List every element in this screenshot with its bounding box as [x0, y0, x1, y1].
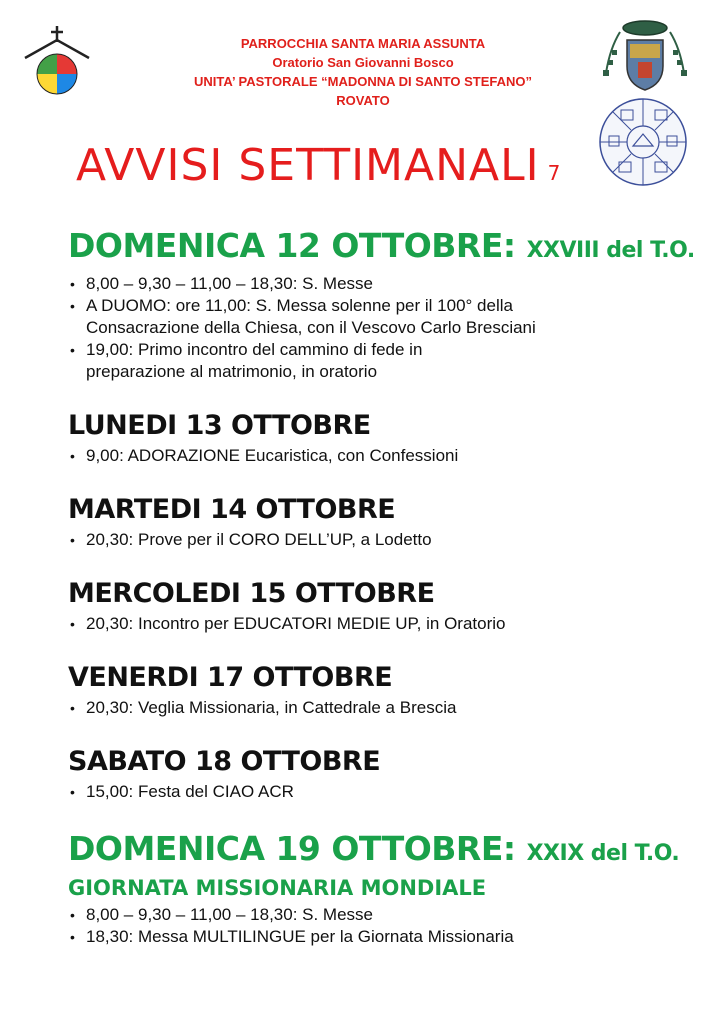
event-item: • 9,00: ADORAZIONE Eucaristica, con Confessioni [68, 445, 708, 467]
day-subtitle: GIORNATA MISSIONARIA MONDIALE [68, 876, 487, 900]
day-title [68, 226, 708, 271]
day-title: MERCOLEDI 15 OTTOBRE [68, 578, 435, 609]
event-item: • 18,30: Messa MULTILINGUE per la Giornata Missionaria [68, 926, 708, 948]
church-puzzle-logo-icon [22, 24, 92, 104]
liturgical-week: XXIX del T.O. [526, 841, 680, 866]
event-item: • A DUOMO: ore 11,00: S. Messa solenne per il 100° della Consacrazione della Chiesa, con il Vescovo Carlo Bresciani [68, 295, 626, 339]
page-title-text: AVVISI SETTIMANALI [76, 140, 540, 191]
weekly-schedule [68, 226, 708, 948]
pastoral-unit-seal-icon [597, 96, 689, 188]
event-item: • 20,30: Veglia Missionaria, in Cattedrale a Brescia [68, 697, 708, 719]
page-title [76, 140, 561, 191]
event-list [68, 904, 708, 948]
event-item: • 15,00: Festa del CIAO ACR [68, 781, 708, 803]
parish-name: PARROCCHIA SANTA MARIA ASSUNTA [240, 36, 486, 51]
day-title: VENERDI 17 OTTOBRE [68, 662, 393, 693]
day-section [68, 829, 708, 948]
town-name: ROVATO [336, 93, 390, 108]
day-title: MARTEDI 14 OTTOBRE [68, 494, 396, 525]
parish-header [140, 34, 586, 110]
event-item: • 8,00 – 9,30 – 11,00 – 18,30: S. Messe [68, 273, 708, 295]
day-section [68, 745, 708, 803]
day-title: LUNEDI 13 OTTOBRE [68, 410, 371, 441]
event-item: • 8,00 – 9,30 – 11,00 – 18,30: S. Messe [68, 904, 708, 926]
day-title-text: DOMENICA 19 OTTOBRE: [68, 829, 516, 868]
event-item: • 20,30: Incontro per EDUCATORI MEDIE UP, in Oratorio [68, 613, 708, 635]
oratory-name: Oratorio San Giovanni Bosco [272, 55, 454, 70]
event-item: • 19,00: Primo incontro del cammino di fede in preparazione al matrimonio, in oratorio [68, 339, 496, 383]
issue-number: 7 [547, 161, 562, 185]
liturgical-week: XXVIII del T.O. [526, 238, 695, 263]
day-section [68, 661, 708, 719]
day-section [68, 577, 708, 635]
day-title-text: DOMENICA 12 OTTOBRE: [68, 226, 516, 265]
episcopal-crest-icon [600, 18, 690, 92]
day-title [68, 829, 708, 874]
day-section [68, 493, 708, 551]
day-section [68, 226, 708, 383]
pastoral-unit-name: UNITA’ PASTORALE “MADONNA DI SANTO STEFANO” [193, 74, 533, 89]
day-title: SABATO 18 OTTOBRE [68, 746, 381, 777]
event-list [68, 529, 708, 551]
day-section [68, 409, 708, 467]
event-list [68, 781, 708, 803]
event-item: • 20,30: Prove per il CORO DELL’UP, a Lodetto [68, 529, 708, 551]
event-list [68, 273, 708, 383]
event-list [68, 697, 708, 719]
event-list [68, 445, 708, 467]
event-list [68, 613, 708, 635]
